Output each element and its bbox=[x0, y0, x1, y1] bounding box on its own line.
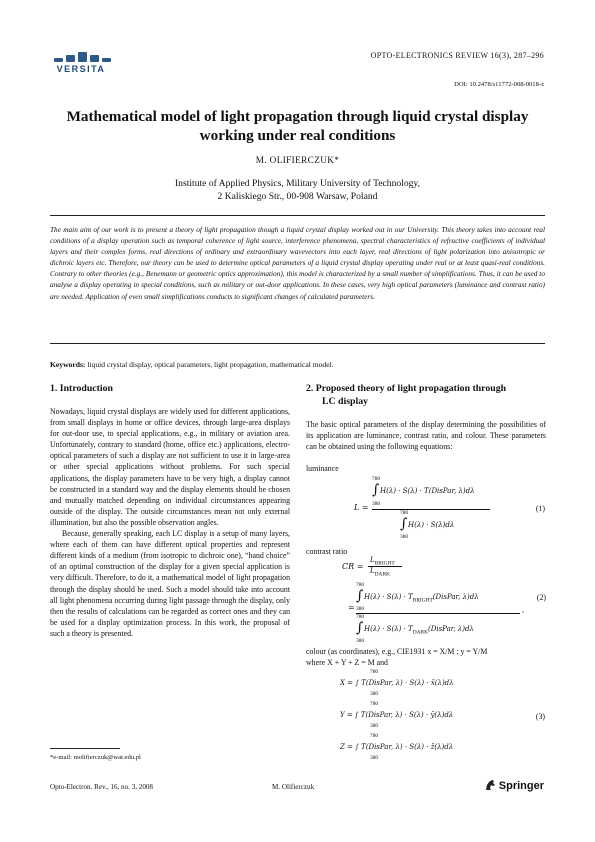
affiliation-line-1: Institute of Applied Physics, Military University of Technology, bbox=[174, 178, 420, 189]
contrast-ratio-label: contrast ratio bbox=[306, 547, 348, 556]
eq2-num-integral-icon: ∫ bbox=[356, 588, 364, 604]
section-1-heading: 1. Introduction bbox=[50, 383, 113, 394]
footer-citation: Opto-Electron. Rev., 16, no. 3, 2008 bbox=[50, 783, 153, 791]
eq2-num-upper-limit: 780 bbox=[356, 582, 365, 588]
section-1-paragraph-2: Because, generally speaking, each LC display is a setup of many layers, where each of them can have different optical properties and represent different kinds of a medium (from isotropic to dichroic one), “hand choice” of an optimal construction of the display for a given special application is very difficult. Therefore, to do it, a mathematical model of light propagation through the display should be used. Such a model should take into account all light phenomena occurring during light passage through the display, only then the results of calculations can be regarded as correct ones and they can be used for a display optimization process. In this work, the proposal of such a theory is presented. bbox=[50, 529, 290, 638]
luminance-label: luminance bbox=[306, 464, 339, 473]
equation-1-number: (1) bbox=[535, 504, 545, 513]
eq2-den-integral-icon: ∫ bbox=[356, 620, 364, 636]
eq1-fraction-bar bbox=[372, 509, 490, 510]
eq2-fraction-bar bbox=[356, 613, 520, 614]
eq2-equals: = bbox=[348, 603, 355, 612]
abstract-top-rule bbox=[50, 215, 545, 216]
author: M. OLIFIERCZUK* bbox=[255, 155, 340, 165]
eq2-cr-denominator: $L_{DARK}$ bbox=[370, 567, 390, 578]
eq2-cr-numerator: $L_{BRIGHT}$ bbox=[370, 556, 395, 567]
springer-logo bbox=[484, 779, 544, 792]
eq1-denominator: H(λ) · S(λ)dλ bbox=[408, 521, 455, 529]
paper-title: Mathematical model of light propagation through liquid crystal display working under real conditions bbox=[66, 108, 529, 144]
eq1-num-upper-limit: 780 bbox=[372, 476, 381, 482]
eq3-x-upper-limit: 780 bbox=[370, 669, 379, 675]
versita-logo bbox=[50, 52, 112, 74]
section-1-paragraph-1: Nowadays, liquid crystal displays are widely used for different applications, from small displays in home or office devices, through large-area displays for out-door use, to special applications, e.g., in military or aviation area. Unfortunately, contrary to standard (home, office etc.) applications, electro-optical parameters of such a display are not sufficient to use it in large-area or other special applications without problems. For such special applications, the display parameters have to be very high, a display cannot be constructed in a standard way and the display elements should be chosen and mutually matched depending on individual circumstances appearing outside of the display. The outside circumstances mean not only external illumination, but also the possible observation angles. bbox=[50, 407, 290, 527]
eq2-lhs: CR = bbox=[342, 562, 364, 571]
eq2-den-lower-limit: 380 bbox=[356, 638, 365, 644]
footer-author: M. Olifierczuk bbox=[272, 783, 315, 791]
eq3-y-upper-limit: 780 bbox=[370, 701, 379, 707]
versita-logo-mark bbox=[50, 52, 112, 62]
versita-logo-text: VERSITA bbox=[56, 64, 106, 74]
eq3-y: Y = ∫ T(DisPar, λ) · S(λ) · ȳ(λ)dλ bbox=[340, 711, 454, 719]
section-2-heading-line-1: 2. Proposed theory of light propagation through bbox=[306, 383, 507, 394]
eq1-num-lower-limit: 380 bbox=[372, 501, 381, 507]
doi: DOI: 10.2478/s11772-008-0018-z bbox=[454, 81, 544, 88]
section-2-intro bbox=[306, 419, 546, 452]
eq3-x: X = ∫ T(DisPar, λ) · S(λ) · x̄(λ)dλ bbox=[340, 679, 454, 687]
section-2-paragraph-1: The basic optical parameters of the display determining the possibilities of its application are luminance, contrast ratio, and colour. These parameters can be obtained using the following equations: bbox=[306, 420, 546, 452]
journal-header: OPTO-ELECTRONICS REVIEW 16(3), 287–296 bbox=[370, 51, 544, 60]
eq3-z-lower-limit: 380 bbox=[370, 755, 379, 761]
springer-horse-icon bbox=[484, 779, 496, 791]
eq2-comma: , bbox=[522, 606, 525, 614]
eq3-z: Z = ∫ T(DisPar, λ) · S(λ) · z̄(λ)dλ bbox=[340, 743, 454, 751]
eq1-lhs: L = bbox=[354, 503, 369, 512]
colour-text: colour (as coordinates), e.g., CIE1931 x = X/M ; y = Y/M bbox=[306, 647, 488, 656]
equation-2 bbox=[306, 556, 546, 644]
equation-1 bbox=[330, 476, 545, 540]
eq2-denominator: $H(\lambda) \cdot S(\lambda) \cdot T_{DARK}(DisPar$, λ)dλ bbox=[364, 625, 474, 636]
affiliation bbox=[50, 177, 545, 203]
where-text: where X + Y + Z = M and bbox=[306, 658, 388, 667]
footnote-rule bbox=[50, 748, 120, 749]
eq2-den-upper-limit: 780 bbox=[356, 614, 365, 620]
equation-3 bbox=[340, 669, 545, 763]
eq1-den-integral-icon: ∫ bbox=[400, 516, 408, 532]
springer-logo-text: Springer bbox=[498, 780, 544, 792]
equation-3-number: (3) bbox=[535, 712, 545, 721]
abstract: The main aim of our work is to present a theory of light propagation though a liquid crystal display worked out in our University. This theory takes into account real conditions of a display operation such as temporal coherence of light source, interference phenomena, spectral characteristics of refractive coefficients of individual layers and their complex forms, real directions of ordinary and extraordinary wavevectors into each layer, real directions of light polarization into anisotropic or dichroic layers etc. Therefore, our theory can be used to determine optical parameters of a liquid crystal display operating under real or at least quasi-real conditions. Contrary to other theories (e.g., Benemann or geometric optics approximation), this model is characterized by a small number of simplifications. Thus, it can be used to analyse a display operating in special conditions, such as military or out-door applications. In these cases, very high optical parameters (luminance and contrast ratio) are needed. Application of even small simplifications conducts to significant changes of calculated parameters. bbox=[50, 225, 545, 301]
affiliation-line-2: 2 Kaliskiego Str., 00-908 Warsaw, Poland bbox=[217, 191, 378, 202]
section-2-heading-line-2: LC display bbox=[322, 396, 369, 407]
eq2-numerator: $H(\lambda) \cdot S(\lambda) \cdot T_{BRIGHT}(DisPar$, λ)dλ bbox=[364, 593, 479, 604]
eq3-z-upper-limit: 780 bbox=[370, 733, 379, 739]
section-1-body bbox=[50, 406, 290, 639]
eq1-den-lower-limit: 380 bbox=[400, 534, 409, 540]
eq1-den-upper-limit: 780 bbox=[400, 510, 409, 516]
equation-2-number: (2) bbox=[536, 593, 546, 602]
eq1-num-integral-icon: ∫ bbox=[372, 482, 380, 498]
keywords-label: Keywords: bbox=[50, 360, 86, 369]
keywords-text: liquid crystal display, optical parameters, light propagation, mathematical model. bbox=[87, 360, 334, 369]
eq2-num-lower-limit: 380 bbox=[356, 606, 365, 612]
eq3-x-lower-limit: 380 bbox=[370, 691, 379, 697]
eq1-numerator: H(λ) · S(λ) · T(DisPar, λ)dλ bbox=[380, 487, 475, 495]
abstract-bottom-rule bbox=[50, 343, 545, 344]
footnote: *e-mail: molifierczuk@wat.edu.pl bbox=[50, 754, 141, 761]
section-2-heading bbox=[306, 382, 546, 408]
keywords bbox=[50, 360, 545, 369]
eq3-y-lower-limit: 380 bbox=[370, 723, 379, 729]
